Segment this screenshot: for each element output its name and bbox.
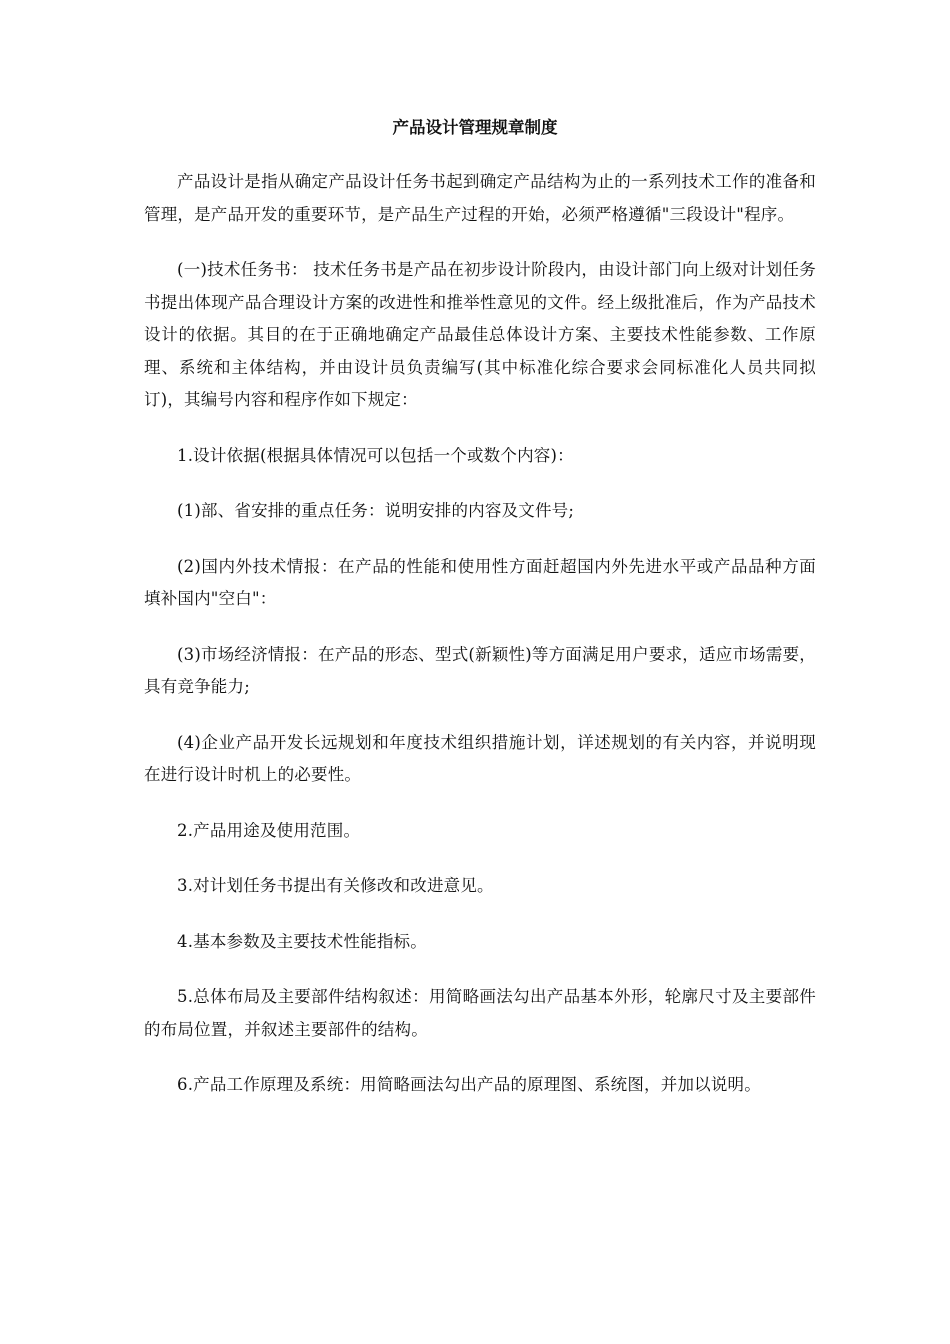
paragraph-item-2: 2.产品用途及使用范围。 xyxy=(177,820,361,840)
paragraph-item-5: 5.总体布局及主要部件结构叙述：用简略画法勾出产品基本外形，轮廓尺寸及主要部件的布局位置，并叙述主要部件的结构。 xyxy=(144,987,816,1039)
paragraph-item-1-4: (4)企业产品开发长远规划和年度技术组织措施计划，详述规划的有关内容，并说明现在进行设计时机上的必要性。 xyxy=(144,732,816,784)
paragraph-item-1-2: (2)国内外技术情报：在产品的性能和使用性方面赶超国内外先进水平或产品品种方面填补国内"空白"： xyxy=(144,556,816,608)
paragraph-item-6: 6.产品工作原理及系统：用简略画法勾出产品的原理图、系统图，并加以说明。 xyxy=(177,1075,761,1094)
paragraph-item-4: 4.基本参数及主要技术性能指标。 xyxy=(177,931,427,951)
paragraph-item-1: 1.设计依据(根据具体情况可以包括一个或数个内容)： xyxy=(177,445,574,465)
paragraph-technical-task: (一)技术任务书： 技术任务书是产品在初步设计阶段内，由设计部门向上级对计划任务书提出体现产品合理设计方案的改进性和推举性意见的文件。经上级批准后，作为产品技术设计的依据。其目的在于正确地确定产品最佳总体设计方案、主要技术性能参数、工作原理、系统和主体结构，并由设计员负责编写(其中标准化综合要求会同标准化人员共同拟订)，其编号内容和程序作如下规定： xyxy=(144,260,816,409)
paragraph-intro: 产品设计是指从确定产品设计任务书起到确定产品结构为止的一系列技术工作的准备和管理，是产品开发的重要环节，是产品生产过程的开始，必须严格遵循"三段设计"程序。 xyxy=(144,172,816,224)
paragraph-item-1-3: (3)市场经济情报：在产品的形态、型式(新颖性)等方面满足用户要求，适应市场需要，具有竞争能力; xyxy=(144,644,816,696)
paragraph-item-3: 3.对计划任务书提出有关修改和改进意见。 xyxy=(177,876,494,895)
document-title: 产品设计管理规章制度 xyxy=(392,118,558,137)
document-body xyxy=(144,166,816,1125)
paragraph-item-1-1: (1)部、省安排的重点任务：说明安排的内容及文件号; xyxy=(177,501,575,520)
